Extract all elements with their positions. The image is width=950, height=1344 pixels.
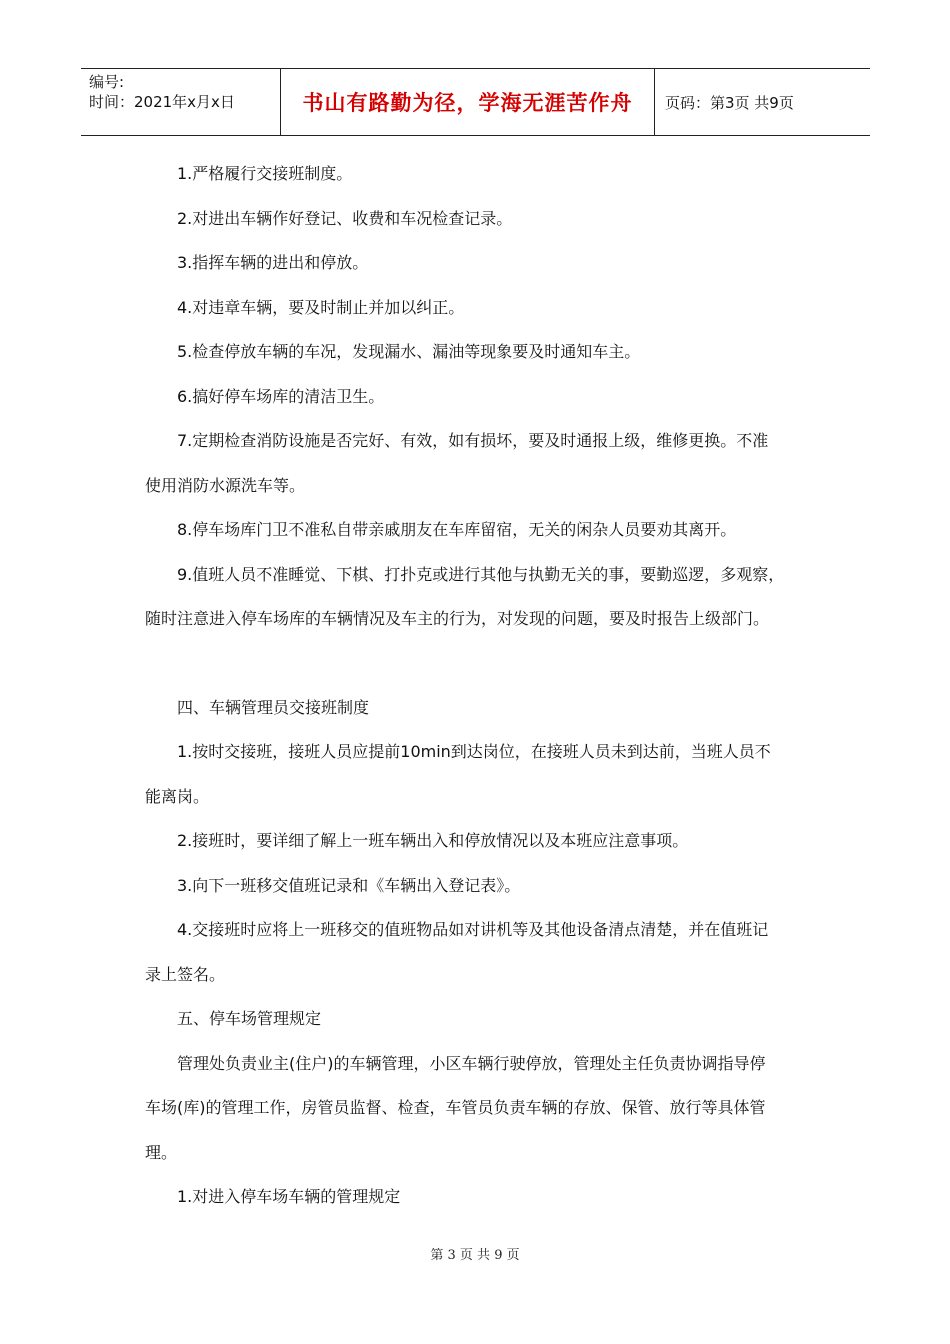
- paragraph: 3.指挥车辆的进出和停放。: [177, 253, 369, 272]
- paragraph: 4.对违章车辆，要及时制止并加以纠正。: [177, 297, 465, 317]
- paragraph-continuation: 能离岗。: [145, 786, 210, 806]
- document-body: [145, 152, 805, 1220]
- paragraph: 9.值班人员不准睡觉、下棋、打扑克或进行其他与执勤无关的事，要勤巡逻，多观察，: [177, 564, 785, 584]
- paragraph-continuation: 车场(库)的管理工作，房管员监督、检查，车管员负责车辆的存放、保管、放行等具体管: [145, 1098, 766, 1117]
- document-header: [81, 68, 870, 136]
- paragraph-continuation: 使用消防水源洗车等。: [145, 475, 306, 495]
- paragraph: 2.对进出车辆作好登记、收费和车况检查记录。: [177, 208, 513, 228]
- paragraph: 3.向下一班移交值班记录和《车辆出入登记表》。: [177, 875, 521, 895]
- paragraph: 1.严格履行交接班制度。: [177, 164, 353, 183]
- paragraph-continuation: 随时注意进入停车场库的车辆情况及车主的行为，对发现的问题，要及时报告上级部门。: [145, 609, 770, 628]
- section-gap: [145, 642, 805, 686]
- paragraph: 7.定期检查消防设施是否完好、有效，如有损坏，要及时通报上级，维修更换。不准: [177, 431, 769, 450]
- header-motto: 书山有路勤为径，学海无涯苦作舟: [281, 69, 655, 135]
- paragraph-continuation: 理。: [145, 1142, 178, 1162]
- paragraph: 8.停车场库门卫不准私自带亲戚朋友在车库留宿，无关的闲杂人员要劝其离开。: [177, 520, 737, 539]
- paragraph: 2.接班时，要详细了解上一班车辆出入和停放情况以及本班应注意事项。: [177, 831, 689, 850]
- paragraph-continuation: 录上签名。: [145, 964, 226, 984]
- header-meta: [81, 69, 281, 135]
- paragraph: 1.按时交接班，接班人员应提前10min到达岗位，在接班人员未到达前，当班人员不: [177, 742, 771, 761]
- paragraph: 4.交接班时应将上一班移交的值班物品如对讲机等及其他设备清点清楚，并在值班记: [177, 920, 769, 939]
- document-number-label: 编号:: [89, 73, 125, 91]
- section-heading: 四、车辆管理员交接班制度: [177, 697, 370, 717]
- paragraph: 1.对进入停车场车辆的管理规定: [177, 1187, 401, 1206]
- document-time-label: 时间：2021年x月x日: [89, 93, 235, 111]
- page-footer: 第 3 页 共 9 页: [430, 1248, 520, 1263]
- header-page-info: 页码：第3页 共9页: [665, 93, 794, 112]
- paragraph: 管理处负责业主(住户)的车辆管理，小区车辆行驶停放，管理处主任负责协调指导停: [177, 1053, 766, 1073]
- section-heading: 五、停车场管理规定: [177, 1009, 322, 1028]
- paragraph: 6.搞好停车场库的清洁卫生。: [177, 386, 385, 406]
- paragraph: 5.检查停放车辆的车况，发现漏水、漏油等现象要及时通知车主。: [177, 342, 641, 361]
